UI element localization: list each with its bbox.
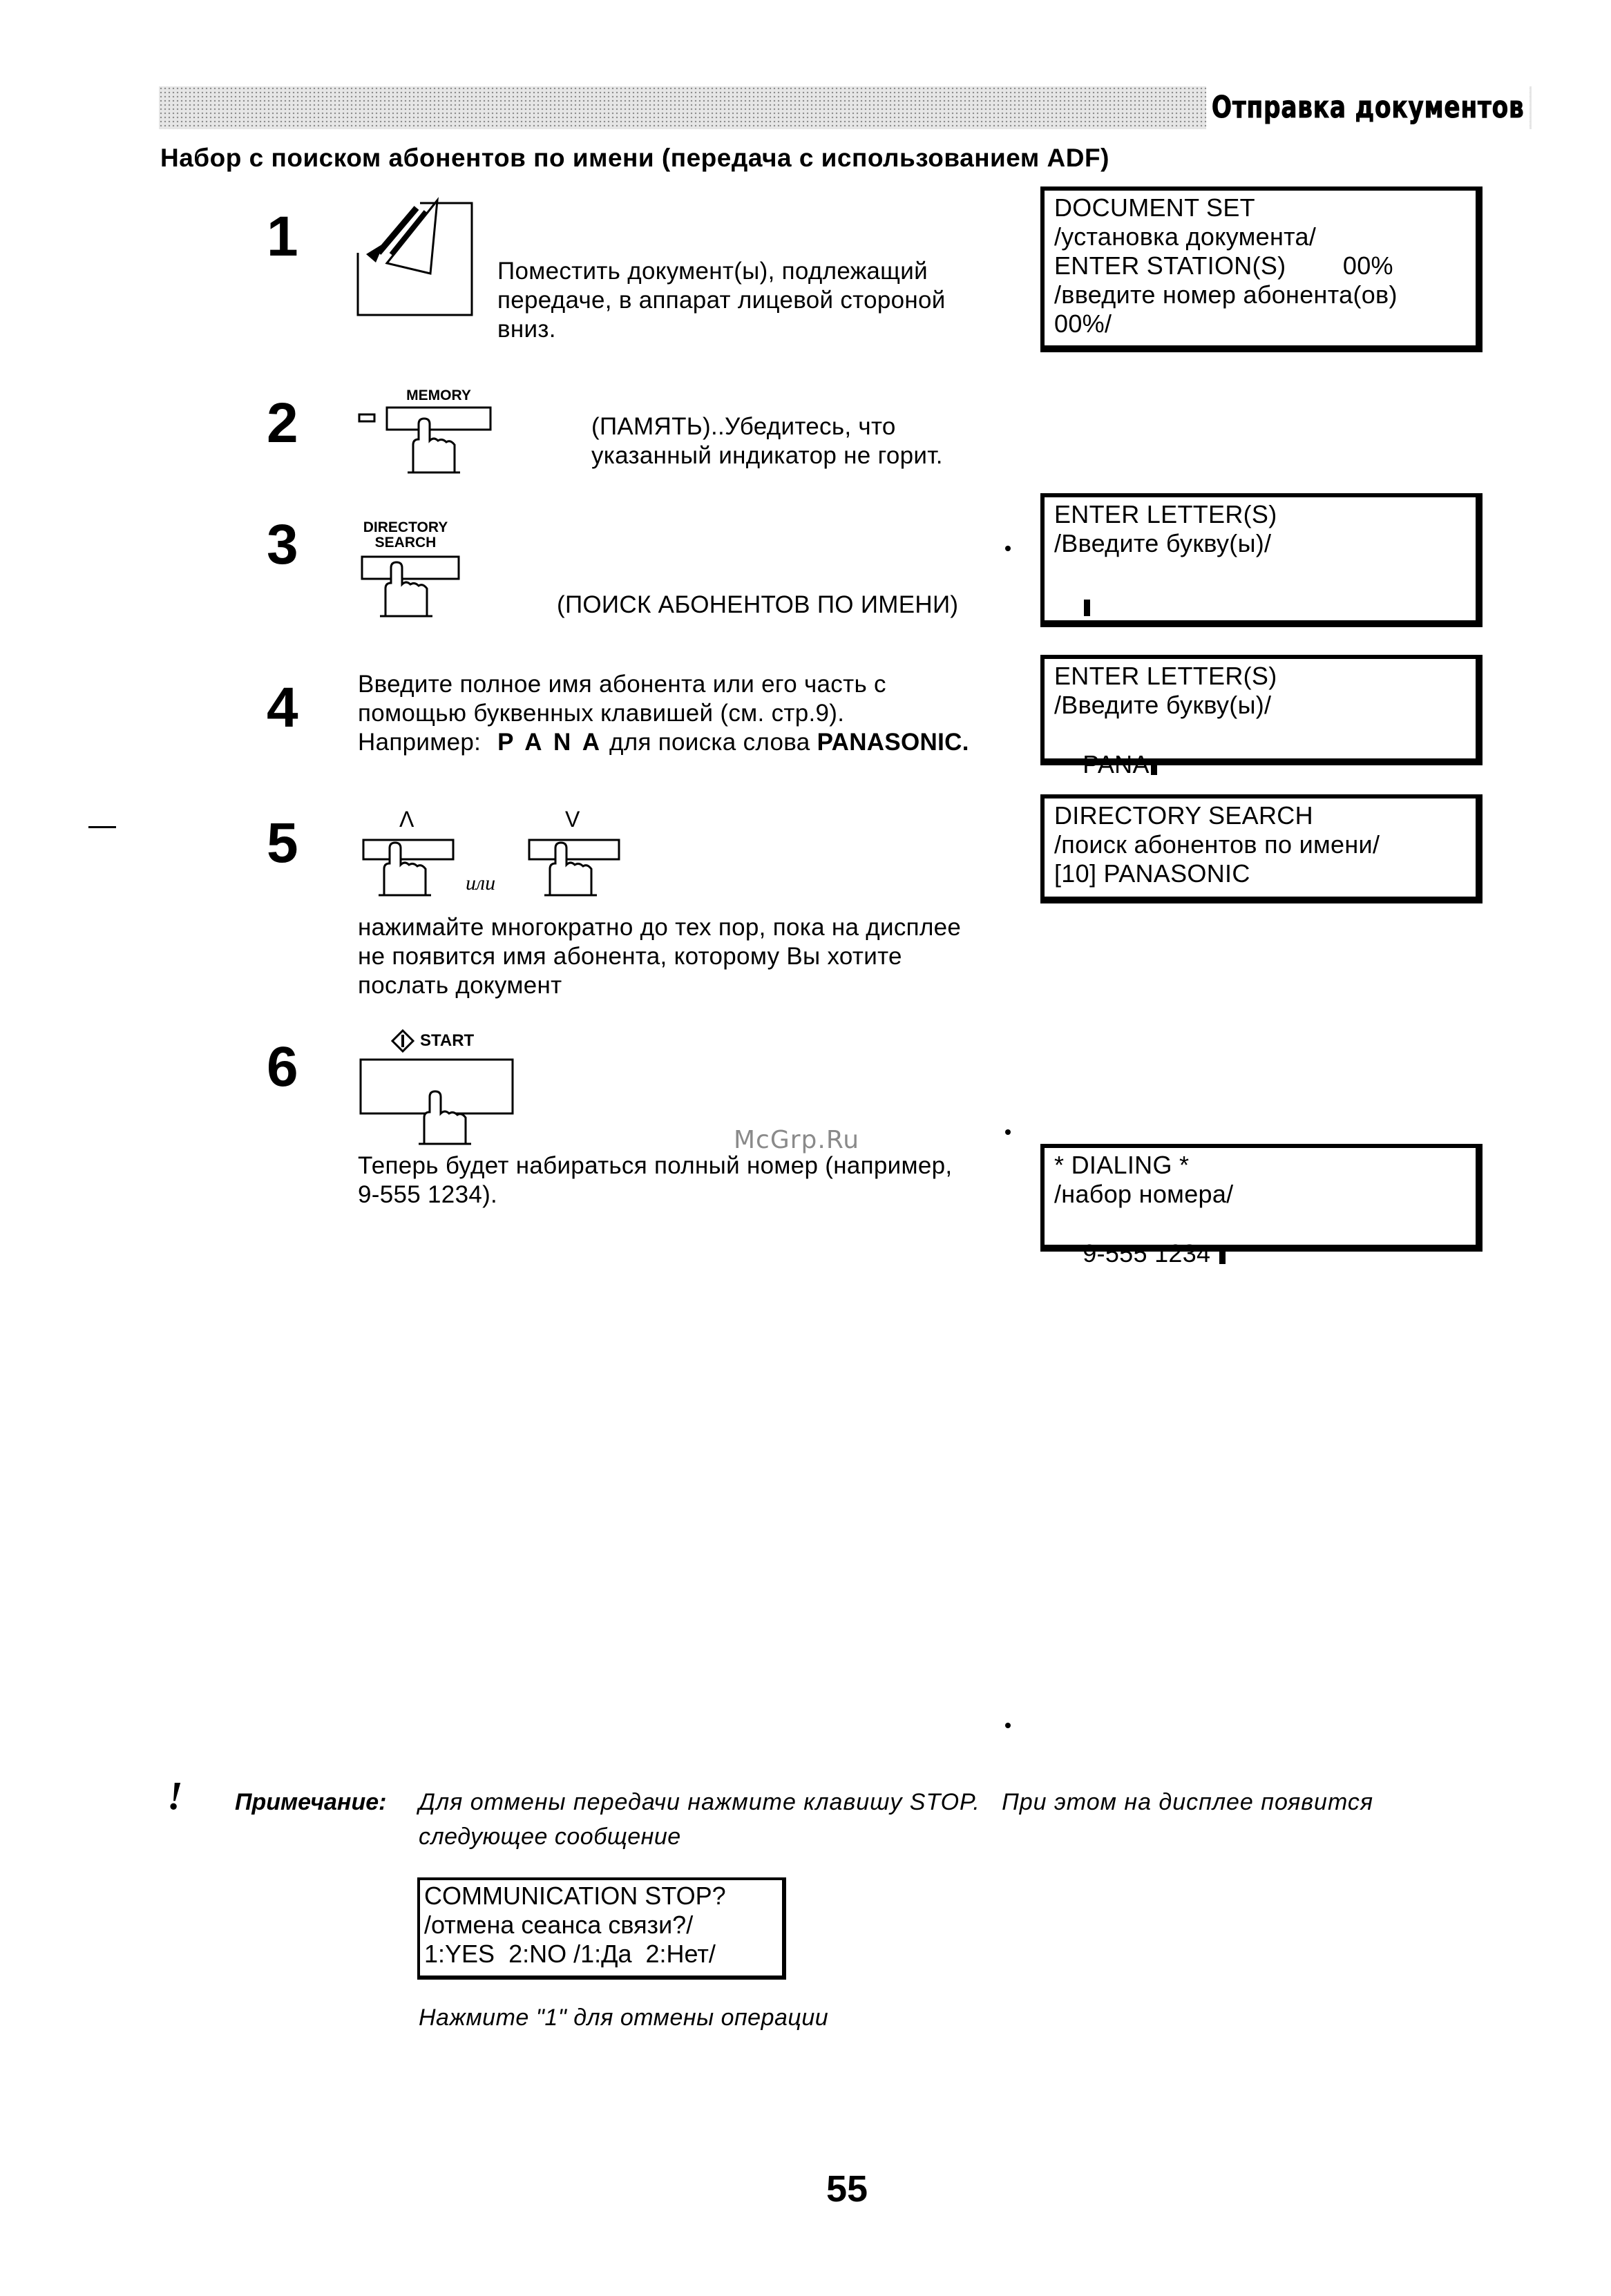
lcd-input-value: 9-555 1234 — [1083, 1239, 1218, 1267]
step-2-text-2: указанный индикатор не горит. — [591, 442, 943, 469]
lcd-line: COMMUNICATION STOP? — [424, 1882, 726, 1910]
step-number-6: 6 — [267, 1035, 298, 1098]
lcd-line: * DIALING * — [1054, 1151, 1190, 1179]
lcd-display-enter-letters — [1040, 493, 1483, 627]
step-4-example-label: Например: — [358, 729, 482, 756]
lcd-line: /Введите букву(ы)/ — [1054, 529, 1272, 557]
margin-mark — [88, 826, 116, 828]
lcd-line: /установка документа/ — [1054, 222, 1317, 251]
page-number: 55 — [826, 2168, 868, 2210]
step-5-line-3: послать документ — [358, 972, 562, 999]
lcd-line: [10] PANASONIC — [1054, 859, 1250, 888]
step-3-caption: (ПОИСК АБОНЕНТОВ ПО ИМЕНИ) — [557, 591, 959, 618]
step-6-line-1: Теперь будет набираться полный номер (например, — [358, 1152, 953, 1179]
start-key-press-icon[interactable] — [358, 1057, 517, 1147]
step-4-line-2: помощью буквенных клавишей (см. стр.9). — [358, 700, 845, 727]
step-4-example-mid: для поиска слова — [609, 729, 810, 756]
cursor-icon — [1151, 758, 1157, 775]
note-footer: Нажмите "1" для отмены операции — [419, 2005, 829, 2031]
lcd-display-communication-stop — [417, 1877, 786, 1980]
memory-key-label: MEMORY — [406, 388, 471, 403]
lcd-display-document-set — [1040, 186, 1483, 352]
step-number-5: 5 — [267, 812, 298, 874]
lcd-display-enter-letters-pana — [1040, 655, 1483, 778]
cursor-icon — [1219, 1247, 1226, 1264]
step-4-example-word: PANASONIC. — [817, 729, 969, 756]
step-4-example-keys: P A N A — [497, 729, 602, 756]
down-key-label: V — [565, 807, 580, 832]
directory-key-label-2: SEARCH — [374, 535, 437, 551]
step-5-line-1: нажимайте многократно до тех пор, пока на дисплее — [358, 914, 962, 941]
step-2-text-1: (ПАМЯТЬ)..Убедитесь, что — [591, 413, 896, 440]
lcd-line: ENTER LETTER(S) — [1054, 500, 1277, 528]
lcd-line — [1054, 558, 1466, 595]
step-number-1: 1 — [267, 205, 298, 268]
lcd-line: 00%/ — [1054, 309, 1112, 338]
page-subtitle: Набор с поиском абонентов по имени (передача с использованием ADF) — [160, 144, 1109, 172]
lcd-line: DIRECTORY SEARCH — [1054, 801, 1313, 830]
lcd-line: 1:YES 2:NO /1:Да 2:Нет/ — [424, 1940, 716, 1968]
lcd-line: /поиск абонентов по имени/ — [1054, 830, 1380, 859]
lcd-line: /отмена сеанса связи?/ — [424, 1911, 694, 1939]
step-4-line-1: Введите полное имя абонента или его часть с — [358, 671, 886, 698]
step-6-line-2: 9-555 1234). — [358, 1181, 498, 1208]
lcd-display-directory-search — [1040, 794, 1483, 903]
or-text: или — [466, 872, 496, 895]
lcd-line: /Введите букву(ы)/ — [1054, 691, 1272, 719]
note-text-2: следующее сообщение — [419, 1824, 681, 1850]
lcd-line: DOCUMENT SET — [1054, 193, 1255, 222]
dot-mark — [1005, 1723, 1011, 1728]
note-text-1: Для отмены передачи нажмите клавишу STOP. При этом на дисплее появится — [419, 1789, 1374, 1815]
down-arrow-key-icon[interactable] — [525, 836, 629, 905]
lcd-line: /введите номер абонента(ов) — [1054, 280, 1398, 309]
cursor-icon — [1084, 600, 1090, 616]
page-section-title: Отправка документов — [1206, 84, 1529, 131]
lcd-display-dialing — [1040, 1144, 1483, 1267]
step-number-3: 3 — [267, 513, 298, 576]
start-key-label: START — [420, 1031, 475, 1050]
lcd-line — [1054, 720, 1466, 778]
note-label: Примечание: — [235, 1789, 387, 1815]
lcd-line: ENTER LETTER(S) — [1054, 662, 1277, 690]
lcd-input-value: PANA — [1083, 750, 1150, 778]
step-number-4: 4 — [267, 676, 298, 739]
step-number-2: 2 — [267, 392, 298, 455]
lcd-line: /набор номера/ — [1054, 1180, 1234, 1208]
dot-mark — [1005, 1129, 1011, 1135]
directory-search-key-icon[interactable] — [352, 553, 470, 622]
dot-mark — [1005, 546, 1011, 551]
start-diamond-icon — [391, 1029, 419, 1053]
step-1-text: Поместить документ(ы), подлежащий передаче, в аппарат лицевой стороной вниз. — [497, 258, 946, 343]
note-exclamation-icon: ! — [167, 1773, 183, 1818]
lcd-line: ENTER STATION(S) 00% — [1054, 251, 1393, 280]
watermark: McGrp.Ru — [734, 1126, 860, 1154]
memory-key-press-icon[interactable] — [352, 403, 497, 479]
up-key-label: Λ — [399, 807, 414, 832]
lcd-line — [1054, 1209, 1466, 1267]
step-4-line-3 — [358, 728, 969, 757]
up-arrow-key-icon[interactable] — [359, 836, 463, 905]
step-5-line-2: не появится имя абонента, которому Вы хотите — [358, 943, 902, 970]
document-insert-icon — [351, 191, 475, 322]
directory-key-label-1: DIRECTORY — [363, 519, 448, 535]
